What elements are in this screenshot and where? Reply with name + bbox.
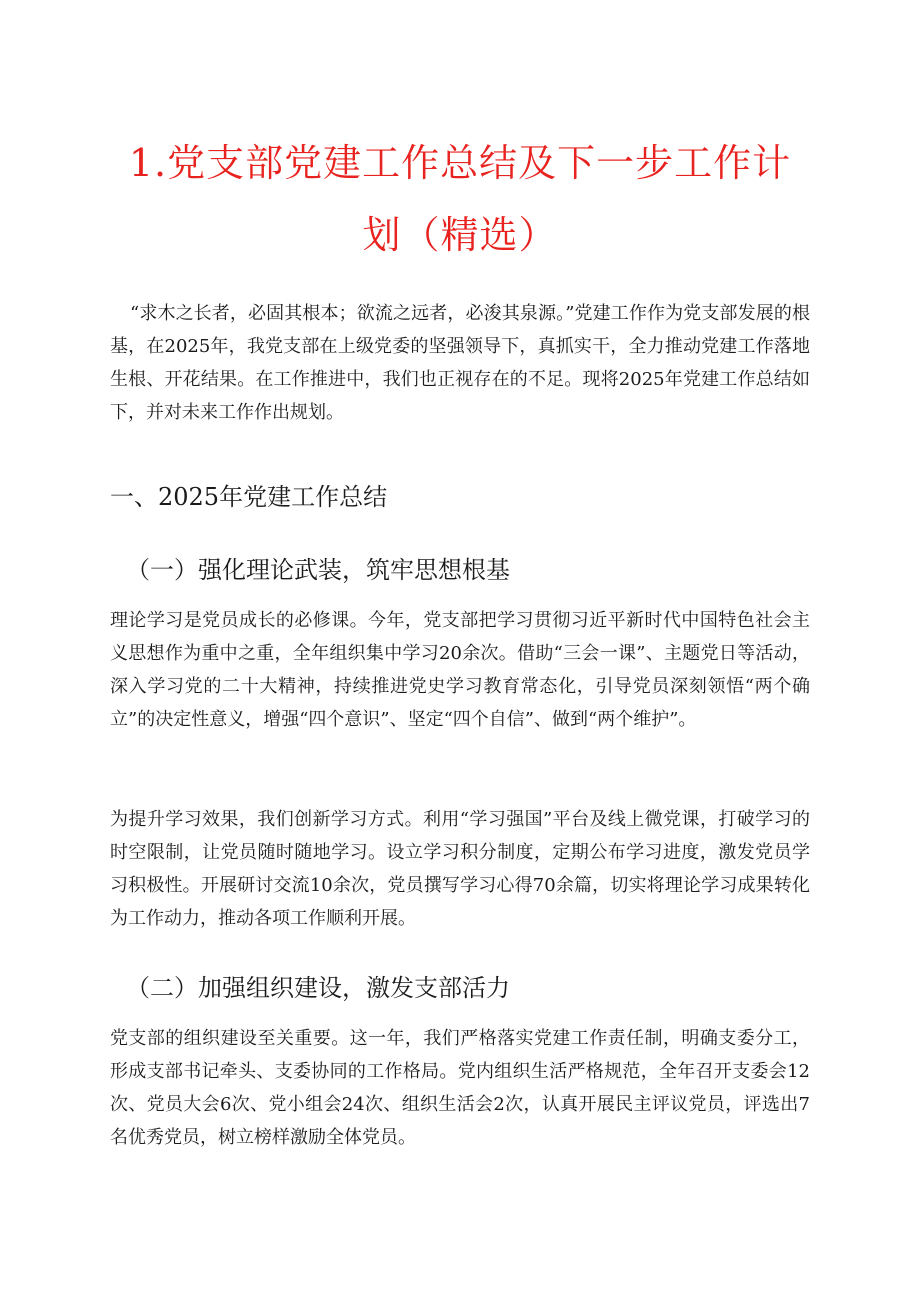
subsection-heading-1: （一）强化理论武装，筑牢思想根基: [126, 556, 510, 584]
section-heading-1: 一、2025年党建工作总结: [110, 483, 388, 511]
document-title: [100, 127, 820, 271]
subsection-1-paragraph-1: 理论学习是党员成长的必修课。今年，党支部把学习贯彻习近平新时代中国特色社会主义思想作为重中之重，全年组织集中学习20余次。借助“三会一课”、主题党日等活动，深入学习党的二十大精神，持续推进党史学习教育常态化，引导党员深刻领悟“两个确立”的决定性意义，增强“四个意识”、坚定“四个自信”、做到“两个维护”。: [110, 610, 810, 730]
subsection-heading-2: （二）加强组织建设，激发支部活力: [126, 974, 510, 1002]
title-line-2: 划（精选）: [362, 213, 558, 257]
subsection-1-paragraph-2: 为提升学习效果，我们创新学习方式。利用“学习强国”平台及线上微党课，打破学习的时空限制，让党员随时随地学习。设立学习积分制度，定期公布学习进度，激发党员学习积极性。开展研讨交流10余次，党员撰写学习心得70余篇，切实将理论学习成果转化为工作动力，推动各项工作顺利开展。: [110, 809, 810, 929]
title-line-1: 1.党支部党建工作总结及下一步工作计: [128, 141, 792, 185]
intro-paragraph: “求木之长者，必固其根本；欲流之远者，必浚其泉源。”党建工作作为党支部发展的根基，在2025年，我党支部在上级党委的坚强领导下，真抓实干，全力推动党建工作落地生根、开花结果。在工作推进中，我们也正视存在的不足。现将2025年党建工作总结如下，并对未来工作作出规划。: [110, 303, 810, 423]
subsection-2-paragraph-1: 党支部的组织建设至关重要。这一年，我们严格落实党建工作责任制，明确支委分工，形成支部书记牵头、支委协同的工作格局。党内组织生活严格规范，全年召开支委会12次、党员大会6次、党小组会24次、组织生活会2次，认真开展民主评议党员，评选出7名优秀党员，树立榜样激励全体党员。: [110, 1028, 810, 1148]
